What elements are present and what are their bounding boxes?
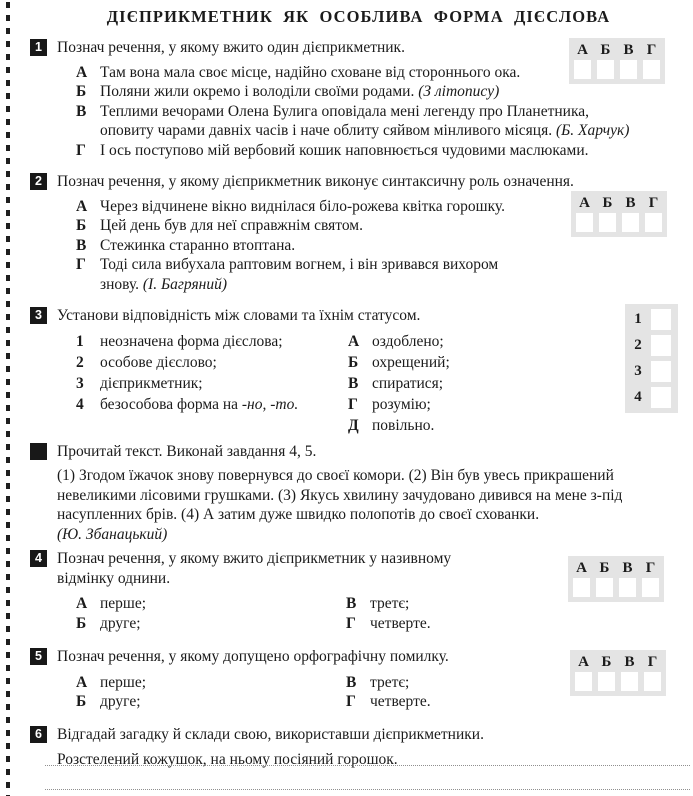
- question-1-badge: 1: [30, 39, 47, 56]
- answer-grid-header: [574, 40, 660, 60]
- option-text: перше;: [100, 673, 147, 691]
- grid-letter-v: В: [625, 195, 636, 211]
- match-item-3: [76, 373, 348, 394]
- item-number: 1: [76, 332, 84, 350]
- grid-letter-g: Г: [645, 560, 656, 576]
- option-text: третє;: [370, 595, 410, 612]
- section-marker: [30, 443, 47, 460]
- grid-letter-b: Б: [601, 654, 612, 670]
- option-letter: Г: [346, 693, 356, 710]
- question-5-option-a: [76, 673, 346, 693]
- question-4-badge: 4: [30, 550, 47, 567]
- grid-letter-b: Б: [602, 195, 613, 211]
- option-text: третє;: [370, 673, 410, 691]
- writing-line-2[interactable]: [45, 789, 690, 790]
- answer-box-b[interactable]: [596, 578, 613, 597]
- match-option-v: [348, 373, 450, 394]
- answer-grid-q1: [569, 38, 665, 84]
- question-2-badge: 2: [30, 173, 47, 190]
- answer-grid-header: [575, 652, 661, 672]
- question-3-badge: 3: [30, 307, 47, 324]
- answer-box-2[interactable]: [651, 335, 671, 356]
- option-text: друге;: [100, 614, 141, 632]
- reading-block: [30, 442, 687, 545]
- question-1-option-v: [76, 102, 687, 141]
- writing-line-1[interactable]: [45, 765, 690, 766]
- item-number: 4: [76, 395, 84, 413]
- answer-box-4[interactable]: [651, 387, 671, 408]
- option-letter: А: [348, 332, 360, 350]
- question-2-option-g: [76, 255, 687, 294]
- match-option-g: [348, 394, 450, 415]
- item-text: безособова форма на -но, -то.: [100, 395, 299, 413]
- answer-box-g[interactable]: [642, 578, 659, 597]
- question-2-head: [30, 172, 687, 192]
- question-1-prompt: Познач речення, у якому вжито один дієприкметник.: [57, 39, 405, 56]
- answer-box-b[interactable]: [597, 60, 614, 79]
- item-number: 2: [76, 353, 84, 371]
- question-2-option-v: [76, 236, 687, 256]
- question-5-badge: 5: [30, 648, 47, 665]
- matching-answer-grid: [625, 304, 678, 413]
- question-1: [30, 38, 687, 160]
- question-3-prompt: Установи відповідність між словами та їхнім статусом.: [57, 307, 421, 324]
- grid-letter-v: В: [624, 654, 635, 670]
- answer-grid-header: [573, 558, 659, 578]
- option-letter: А: [76, 197, 88, 215]
- question-3-head: [30, 306, 687, 326]
- item-number: 3: [76, 374, 84, 392]
- answer-box-v[interactable]: [620, 60, 637, 79]
- grid-letter-a: А: [577, 42, 588, 58]
- option-text: повільно.: [372, 416, 435, 434]
- match-option-b: [348, 352, 450, 373]
- option-text: охрещений;: [372, 353, 450, 371]
- answer-grid-boxes: [576, 213, 662, 232]
- answer-box-g[interactable]: [643, 60, 660, 79]
- question-3: [30, 306, 687, 436]
- answer-grid-q2: [571, 191, 667, 237]
- question-6-head: [30, 725, 687, 745]
- option-letter: Б: [76, 217, 87, 234]
- reading-text: (1) Згодом їжачок знову повернувся до своєї комори. (2) Він був увесь прикрашений невеликими лісовими грушками. (3) Якусь хвилину зачудовано дивився на мене з-під насупленних брів. (4) А затим дуже швидко полопотів до своєї схованки.: [57, 467, 623, 523]
- option-text: Тоді сила вибухала раптовим вогнем, і він зривався вихором знову. (І. Багряний): [100, 256, 499, 293]
- matching-right-column: [348, 331, 450, 436]
- row-number: 2: [634, 337, 642, 353]
- question-6-prompt: Відгадай загадку й склади свою, використавши дієприкметники.: [57, 725, 484, 743]
- match-option-d: [348, 415, 450, 436]
- option-letter: Г: [76, 141, 86, 159]
- grid-letter-b: Б: [599, 560, 610, 576]
- option-letter: В: [346, 673, 357, 691]
- riddle-text: Розстелений кожушок, на ньому посіяний горошок.: [57, 751, 398, 768]
- question-4-option-a: [76, 594, 346, 614]
- page-title: ДІЄПРИКМЕТНИК ЯК ОСОБЛИВА ФОРМА ДІЄСЛОВА: [106, 7, 611, 26]
- option-text: Стежинка старанно втоптана.: [100, 236, 296, 254]
- question-5-option-b: [76, 692, 346, 712]
- grid-letter-a: А: [576, 560, 587, 576]
- option-text: І ось поступово мій вербовий кошик наповнюється чудовими маслюками.: [100, 141, 589, 159]
- option-letter: В: [76, 236, 87, 254]
- item-text: дієприкметник;: [100, 374, 203, 392]
- question-1-option-b: [76, 82, 687, 102]
- item-text: особове дієслово;: [100, 353, 217, 371]
- answer-grid-q4: [568, 556, 664, 602]
- option-letter: Б: [76, 614, 87, 632]
- option-text: розумію;: [372, 395, 431, 413]
- question-4-option-g: [346, 614, 687, 634]
- grid-letter-a: А: [578, 654, 589, 670]
- answer-box-g[interactable]: [645, 213, 662, 232]
- answer-grid-header: [576, 193, 662, 213]
- match-option-a: [348, 331, 450, 352]
- matching-left-column: [76, 331, 348, 436]
- source-attribution: (З літопису): [418, 83, 500, 100]
- match-item-1: [76, 331, 348, 352]
- matching-grid-row-1: [632, 309, 671, 330]
- question-2-prompt: Познач речення, у якому дієприкметник виконує синтаксичну роль означення.: [57, 173, 574, 190]
- answer-grid-q5: [570, 650, 666, 696]
- grid-letter-g: Г: [646, 42, 657, 58]
- option-text: Поляни жили окремо і володіли своїми родами. (З літопису): [100, 83, 500, 100]
- option-letter: Д: [348, 416, 359, 434]
- option-text: спиратися;: [372, 374, 444, 392]
- question-6-badge: 6: [30, 726, 47, 743]
- option-text: четверте.: [370, 614, 431, 632]
- option-letter: Б: [76, 693, 87, 710]
- reading-head: [30, 442, 687, 462]
- row-number: 4: [634, 389, 642, 405]
- row-number: 1: [634, 311, 642, 327]
- option-letter: В: [346, 595, 357, 612]
- answer-box-a[interactable]: [574, 60, 591, 79]
- grid-letter-g: Г: [648, 195, 659, 211]
- question-6: [30, 725, 687, 770]
- reading-instruction: Прочитай текст. Виконай завдання 4, 5.: [57, 442, 317, 460]
- option-text: перше;: [100, 595, 147, 612]
- answer-grid-boxes: [574, 60, 660, 79]
- row-number: 3: [634, 363, 642, 379]
- grid-letter-a: А: [579, 195, 590, 211]
- option-text: Теплими вечорами Олена Булига оповідала мені легенду про Планетника, оповиту чарами давніх часів і наче облиту сяйвом мінливого місяця. (Б. Харчук): [100, 102, 630, 139]
- answer-box-v[interactable]: [621, 672, 638, 691]
- answer-grid-boxes: [575, 672, 661, 691]
- answer-box-b[interactable]: [598, 672, 615, 691]
- answer-box-v[interactable]: [622, 213, 639, 232]
- option-letter: Б: [76, 83, 87, 100]
- italic-endings: -но, -то.: [241, 395, 299, 413]
- answer-box-a[interactable]: [575, 672, 592, 691]
- question-5: [30, 647, 687, 712]
- answer-box-1[interactable]: [651, 309, 671, 330]
- answer-grid-boxes: [573, 578, 659, 597]
- worksheet-content: [30, 6, 687, 770]
- source-attribution: (І. Багряний): [142, 275, 228, 293]
- option-letter: А: [76, 63, 88, 81]
- answer-box-a[interactable]: [573, 578, 590, 597]
- perforation-edge: [6, 2, 10, 796]
- question-1-option-g: [76, 141, 687, 161]
- question-4-prompt: Познач речення, у якому вжито дієприкметник у називному відмінку однини.: [57, 550, 452, 587]
- option-text: оздоблено;: [372, 332, 444, 350]
- source-attribution: (Б. Харчук): [555, 122, 630, 139]
- option-letter: Б: [348, 353, 359, 371]
- item-text: неозначена форма дієслова;: [100, 332, 283, 350]
- grid-letter-g: Г: [647, 654, 658, 670]
- grid-letter-v: В: [622, 560, 633, 576]
- matching-grid-row-2: [632, 335, 671, 356]
- question-4: [30, 549, 687, 633]
- option-text: четверте.: [370, 693, 431, 710]
- answer-box-b[interactable]: [599, 213, 616, 232]
- option-text: Цей день був для неї справжнім святом.: [100, 217, 363, 234]
- option-letter: А: [76, 595, 88, 612]
- option-text: друге;: [100, 693, 141, 710]
- match-item-4: [76, 394, 348, 415]
- answer-box-g[interactable]: [644, 672, 661, 691]
- answer-box-v[interactable]: [619, 578, 636, 597]
- grid-letter-b: Б: [600, 42, 611, 58]
- option-letter: Г: [76, 256, 86, 273]
- question-4-option-b: [76, 614, 346, 634]
- match-item-2: [76, 352, 348, 373]
- option-letter: В: [348, 374, 359, 392]
- matching-grid-row-3: [632, 361, 671, 382]
- answer-box-3[interactable]: [651, 361, 671, 382]
- option-letter: А: [76, 673, 88, 691]
- question-2: [30, 172, 687, 294]
- grid-letter-v: В: [623, 42, 634, 58]
- answer-box-a[interactable]: [576, 213, 593, 232]
- matching-grid-row-4: [632, 387, 671, 408]
- option-letter: Г: [346, 614, 356, 632]
- question-5-prompt: Познач речення, у якому допущено орфографічну помилку.: [57, 648, 449, 665]
- matching-columns: [76, 331, 687, 436]
- option-letter: Г: [348, 395, 358, 413]
- option-text: Через відчинене вікно виднілася біло-рожева квітка горошку.: [100, 197, 505, 215]
- option-text: Там вона мала своє місце, надійно сховане від стороннього ока.: [100, 63, 521, 81]
- option-letter: В: [76, 102, 87, 120]
- reading-source: (Ю. Збанацький): [57, 525, 168, 543]
